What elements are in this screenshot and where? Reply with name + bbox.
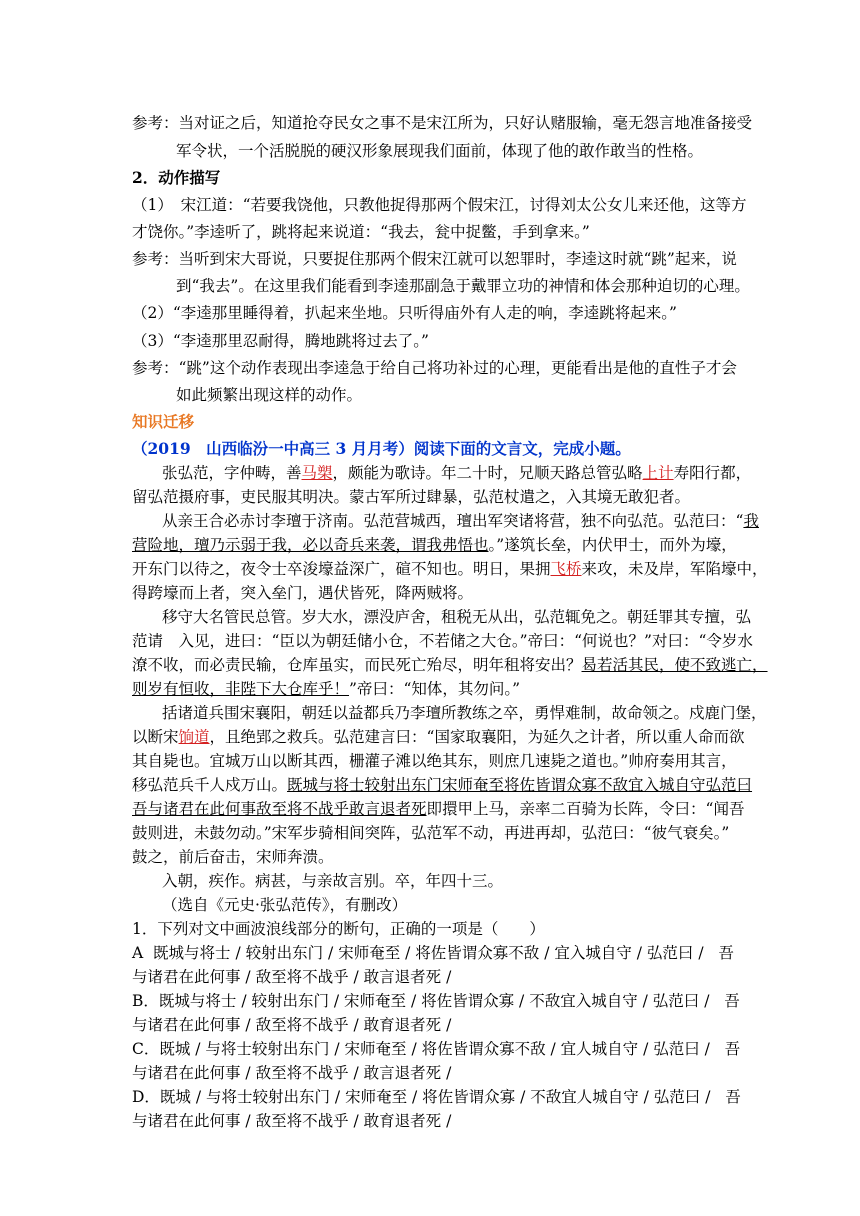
text-segment: （3）“李逵那里忍耐得，腾地跳将过去了。”	[132, 332, 429, 350]
text-segment: 以断宋	[132, 728, 179, 746]
text-segment: C．既城 / 与将士较射出东门 / 宋师奄至 / 将佐皆谓众寡不敌 / 宜人城自守 / 弘范曰 / 吾	[132, 1040, 741, 1058]
text-line	[0, 750, 860, 772]
text-segment: 其自毙也。宜城万山以断其西，栅灌子滩以绝其东，则庶几速毙之道也。”帅府奏用其言，	[132, 752, 737, 770]
text-line	[0, 462, 860, 484]
text-line	[0, 330, 860, 352]
annotated-term: 上计	[642, 464, 674, 482]
text-line	[0, 194, 860, 216]
text-segment: 得跨壕而上者，突入垒门，遇伏皆死，降两贼将。	[132, 584, 474, 602]
text-line	[0, 582, 860, 604]
annotated-term: 飞桥	[550, 560, 582, 578]
text-segment: 留弘范摄府事，吏民服其明决。蒙古军所过肆暴，弘范杖遣之，入其境无敢犯者。	[132, 488, 691, 506]
source-heading: （2019 山西临汾一中高三 3 月月考）阅读下面的文言文，完成小题。	[132, 439, 631, 458]
text-segment: 参考：“跳”这个动作表现出李逵急于给自己将功补过的心理，更能看出是他的直性子才会	[132, 359, 737, 377]
text-line	[0, 606, 860, 628]
underlined-passage: 我	[743, 512, 759, 530]
text-line	[0, 221, 860, 243]
text-line	[0, 1062, 860, 1084]
text-line	[0, 630, 860, 652]
text-segment: 从亲王合必赤讨李璮于济南。弘范营城西，璮出军突诸将营，独不向弘范。弘范曰：“	[162, 512, 744, 530]
text-segment: 参考：当听到宋大哥说，只要捉住那两个假宋江就可以恕罪时，李逵这时就“跳”起来，说	[132, 250, 737, 268]
text-line	[0, 942, 860, 964]
text-segment: 鼓之，前后奋击，宋师奔溃。	[132, 848, 334, 866]
text-line	[0, 1014, 860, 1036]
text-line	[0, 870, 860, 892]
text-line	[0, 918, 860, 940]
text-segment: ，颇能为歌诗。年二十时，兄顺天路总管弘略	[332, 464, 643, 482]
text-line	[0, 1038, 860, 1060]
text-segment: 潦不收，而必责民输，仓库虽实，而民死亡殆尽，明年租将安出？	[132, 656, 582, 674]
text-line	[0, 167, 860, 189]
text-segment: 入朝，疾作。病甚，与亲故言别。卒，年四十三。	[162, 872, 504, 890]
underlined-passage: 营险地，璮乃示弱于我，必以奇兵来袭，谓我弗悟也	[132, 536, 489, 554]
text-segment: D．既城 / 与将士较射出东门 / 宋师奄至 / 将佐皆谓众寡 / 不敌宜人城自守 / 弘范曰 / 吾	[132, 1088, 741, 1106]
text-line	[0, 798, 860, 820]
text-line	[0, 1086, 860, 1108]
text-line	[0, 774, 860, 796]
text-segment: ”帝曰：“知体，其勿问。”	[349, 680, 521, 698]
text-line	[0, 894, 860, 916]
text-line	[0, 1110, 860, 1132]
text-segment: A 既城与将士 / 较射出东门 / 宋师奄至 / 将佐皆谓众寡不敌 / 宜入城自守 / 弘范曰 / 吾	[132, 944, 734, 962]
underlined-passage: 曷若活其民，使不致逃亡，	[581, 656, 768, 674]
text-segment: 军令状，一个活脱脱的硬汉形象展现我们面前，体现了他的敢作敢当的性格。	[176, 142, 704, 160]
text-line	[0, 438, 860, 460]
text-segment: 即擐甲上马，亲率二百骑为长阵，令曰：“闻吾	[426, 800, 745, 818]
underlined-passage: 既城与将士较射出东门宋师奄至将佐皆谓众寡不敌宜入城自守弘范曰	[287, 776, 753, 794]
text-segment: （1） 宋江道：“若要我饶他，只教他捉得那两个假宋江，讨得刘太公女儿来还他，这等方	[132, 196, 747, 214]
text-segment: 移弘范兵千人戍万山。	[132, 776, 288, 794]
text-segment: 1．下列对文中画波浪线部分的断句，正确的一项是（ ）	[132, 920, 545, 938]
text-line	[0, 822, 860, 844]
text-segment: 与诸君在此何事 / 敌至将不战乎 / 敢育退者死 /	[132, 1016, 452, 1034]
text-line	[0, 702, 860, 724]
text-segment: 参考：当对证之后，知道抢夺民女之事不是宋江所为，只好认赌服输，毫无怨言地准备接受	[132, 114, 753, 132]
text-line	[0, 275, 860, 297]
text-segment: 与诸君在此何事 / 敌至将不战乎 / 敢言退者死 /	[132, 1064, 452, 1082]
text-line	[0, 534, 860, 556]
annotated-term: 饷道	[178, 728, 210, 746]
text-segment: 括诸道兵围宋襄阳，朝廷以益都兵乃李璮所教练之卒，勇悍难制，故命领之。戍鹿门堡，	[162, 704, 767, 722]
text-line	[0, 486, 860, 508]
text-line	[0, 411, 860, 433]
subsection-heading: 2．动作描写	[132, 168, 221, 187]
text-segment: 。”遂筑长垒，内伏甲士，而外为壕，	[488, 536, 737, 554]
text-line	[0, 678, 860, 700]
text-line	[0, 140, 860, 162]
text-segment: 如此频繁出现这样的动作。	[176, 386, 363, 404]
text-line	[0, 558, 860, 580]
text-segment: 开东门以待之，夜令士卒浚壕益深广，碹不知也。明日，果拥	[132, 560, 551, 578]
text-segment: 来攻，未及岸，军陷壕中，	[581, 560, 768, 578]
text-line	[0, 510, 860, 532]
text-line	[0, 384, 860, 406]
text-segment: 张弘范，字仲畴，善	[162, 464, 302, 482]
annotated-term: 马槊	[301, 464, 333, 482]
text-line	[0, 357, 860, 379]
section-heading: 知识迁移	[132, 412, 195, 431]
text-segment: ，且绝郢之救兵。弘范建言曰：“国家取襄阳，为延久之计者，所以重人命而欲	[209, 728, 745, 746]
text-segment: 范请 入见，进曰：“臣以为朝廷储小仓，不若储之大仓。”帝曰：“何说也？”对曰：“令岁水	[132, 632, 753, 650]
text-segment: 鼓则进，未鼓勿动。”宋军步骑相间突阵，弘范军不动，再进再却，弘范曰：“彼气衰矣。”	[132, 824, 730, 842]
text-line	[0, 112, 860, 134]
text-line	[0, 726, 860, 748]
underlined-passage: 吾与诸君在此何事敌至将不战乎敢言退者死	[132, 800, 427, 818]
text-line	[0, 966, 860, 988]
text-segment: 才饶你。”李逵听了，跳将起来说道：“我去，瓮中捉鳖，手到拿来。”	[132, 223, 590, 241]
text-segment: 与诸君在此何事 / 敌至将不战乎 / 敢育退者死 /	[132, 1112, 452, 1130]
text-line	[0, 990, 860, 1012]
text-segment: （选自《元史·张弘范传》，有删改）	[162, 896, 408, 914]
text-segment: （2）“李逵那里睡得着，扒起来坐地。只听得庙外有人走的响，李逵跳将起来。”	[132, 304, 677, 322]
text-line	[0, 248, 860, 270]
underlined-passage: 则岁有恒收，非陛下大仓库乎！	[132, 680, 350, 698]
text-line	[0, 846, 860, 868]
text-segment: 寿阳行都，	[673, 464, 752, 482]
text-line	[0, 302, 860, 324]
text-segment: B．既城与将士 / 较射出东门 / 宋师奄至 / 将佐皆谓众寡 / 不敌宜入城自守 / 弘范曰 / 吾	[132, 992, 740, 1010]
text-segment: 移守大名管民总管。岁大水，漂没庐舍，租税无从出，弘范辄免之。朝廷罪其专擅，弘	[162, 608, 752, 626]
text-line	[0, 654, 860, 676]
text-segment: 与诸君在此何事 / 敌至将不战乎 / 敢言退者死 /	[132, 968, 452, 986]
text-segment: 到“我去”。在这里我们能看到李逵那副急于戴罪立功的神情和体会那种迫切的心理。	[176, 277, 750, 295]
